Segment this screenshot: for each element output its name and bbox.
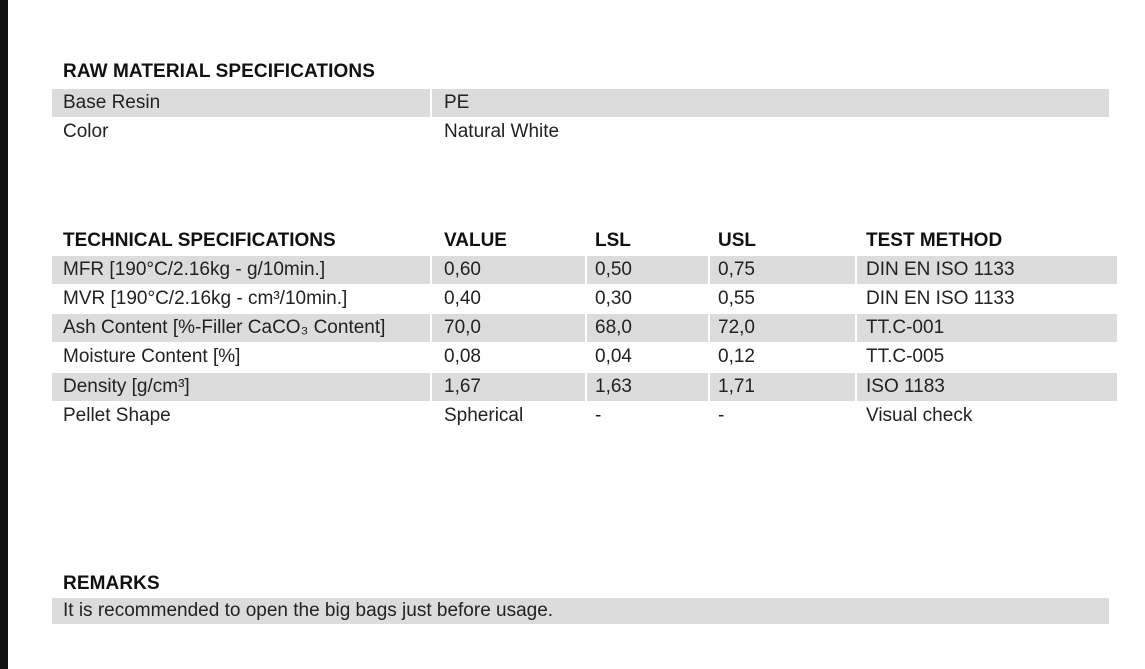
spec-lsl: 0,04	[595, 346, 632, 367]
raw-material-row	[52, 89, 1109, 117]
technical-row	[52, 256, 1117, 284]
remarks-row	[52, 598, 1109, 624]
remarks-text: It is recommended to open the big bags just before usage.	[63, 600, 554, 621]
raw-material-row	[52, 118, 1109, 146]
spec-method: Visual check	[866, 405, 973, 426]
spec-value: 1,67	[444, 376, 481, 397]
technical-row	[52, 314, 1117, 342]
spec-usl: 0,12	[718, 346, 755, 367]
spec-name: MVR [190°C/2.16kg - cm³/10min.]	[63, 288, 348, 309]
spec-method: ISO 1183	[866, 376, 945, 397]
spec-lsl: 0,50	[595, 259, 632, 280]
spec-value: 70,0	[444, 317, 481, 338]
spec-name: Moisture Content [%]	[63, 346, 241, 367]
raw-material-value: PE	[444, 92, 470, 113]
spec-value: Spherical	[444, 405, 524, 426]
spec-value: 0,08	[444, 346, 481, 367]
spec-name: MFR [190°C/2.16kg - g/10min.]	[63, 259, 326, 280]
lsl-header: LSL	[595, 230, 631, 251]
spec-name: Density [g/cm³]	[63, 376, 190, 397]
spec-value: 0,40	[444, 288, 481, 309]
raw-material-title: RAW MATERIAL SPECIFICATIONS	[63, 61, 375, 82]
spec-lsl: 1,63	[595, 376, 632, 397]
spec-lsl: -	[595, 405, 602, 426]
technical-row	[52, 402, 1117, 430]
spec-usl: 1,71	[718, 376, 755, 397]
technical-header-row	[52, 227, 1117, 255]
technical-row	[52, 343, 1117, 371]
spec-usl: -	[718, 405, 725, 426]
remarks-title: REMARKS	[63, 573, 160, 594]
technical-row	[52, 373, 1117, 401]
technical-row	[52, 285, 1117, 313]
test-method-header: TEST METHOD	[866, 230, 1003, 251]
spec-lsl: 68,0	[595, 317, 632, 338]
value-header: VALUE	[444, 230, 507, 251]
spec-usl: 0,75	[718, 259, 755, 280]
technical-spec-header: TECHNICAL SPECIFICATIONS	[63, 230, 336, 251]
spec-method: TT.C-001	[866, 317, 945, 338]
spec-name: Ash Content [%-Filler CaCO₃ Content]	[63, 317, 386, 338]
usl-header: USL	[718, 230, 756, 251]
spec-value: 0,60	[444, 259, 481, 280]
spec-method: DIN EN ISO 1133	[866, 288, 1015, 309]
spec-usl: 72,0	[718, 317, 755, 338]
raw-material-label: Color	[63, 121, 109, 142]
raw-material-value: Natural White	[444, 121, 560, 142]
raw-material-label: Base Resin	[63, 92, 161, 113]
spec-name: Pellet Shape	[63, 405, 171, 426]
spec-method: TT.C-005	[866, 346, 945, 367]
spec-method: DIN EN ISO 1133	[866, 259, 1015, 280]
spec-lsl: 0,30	[595, 288, 632, 309]
spec-usl: 0,55	[718, 288, 755, 309]
